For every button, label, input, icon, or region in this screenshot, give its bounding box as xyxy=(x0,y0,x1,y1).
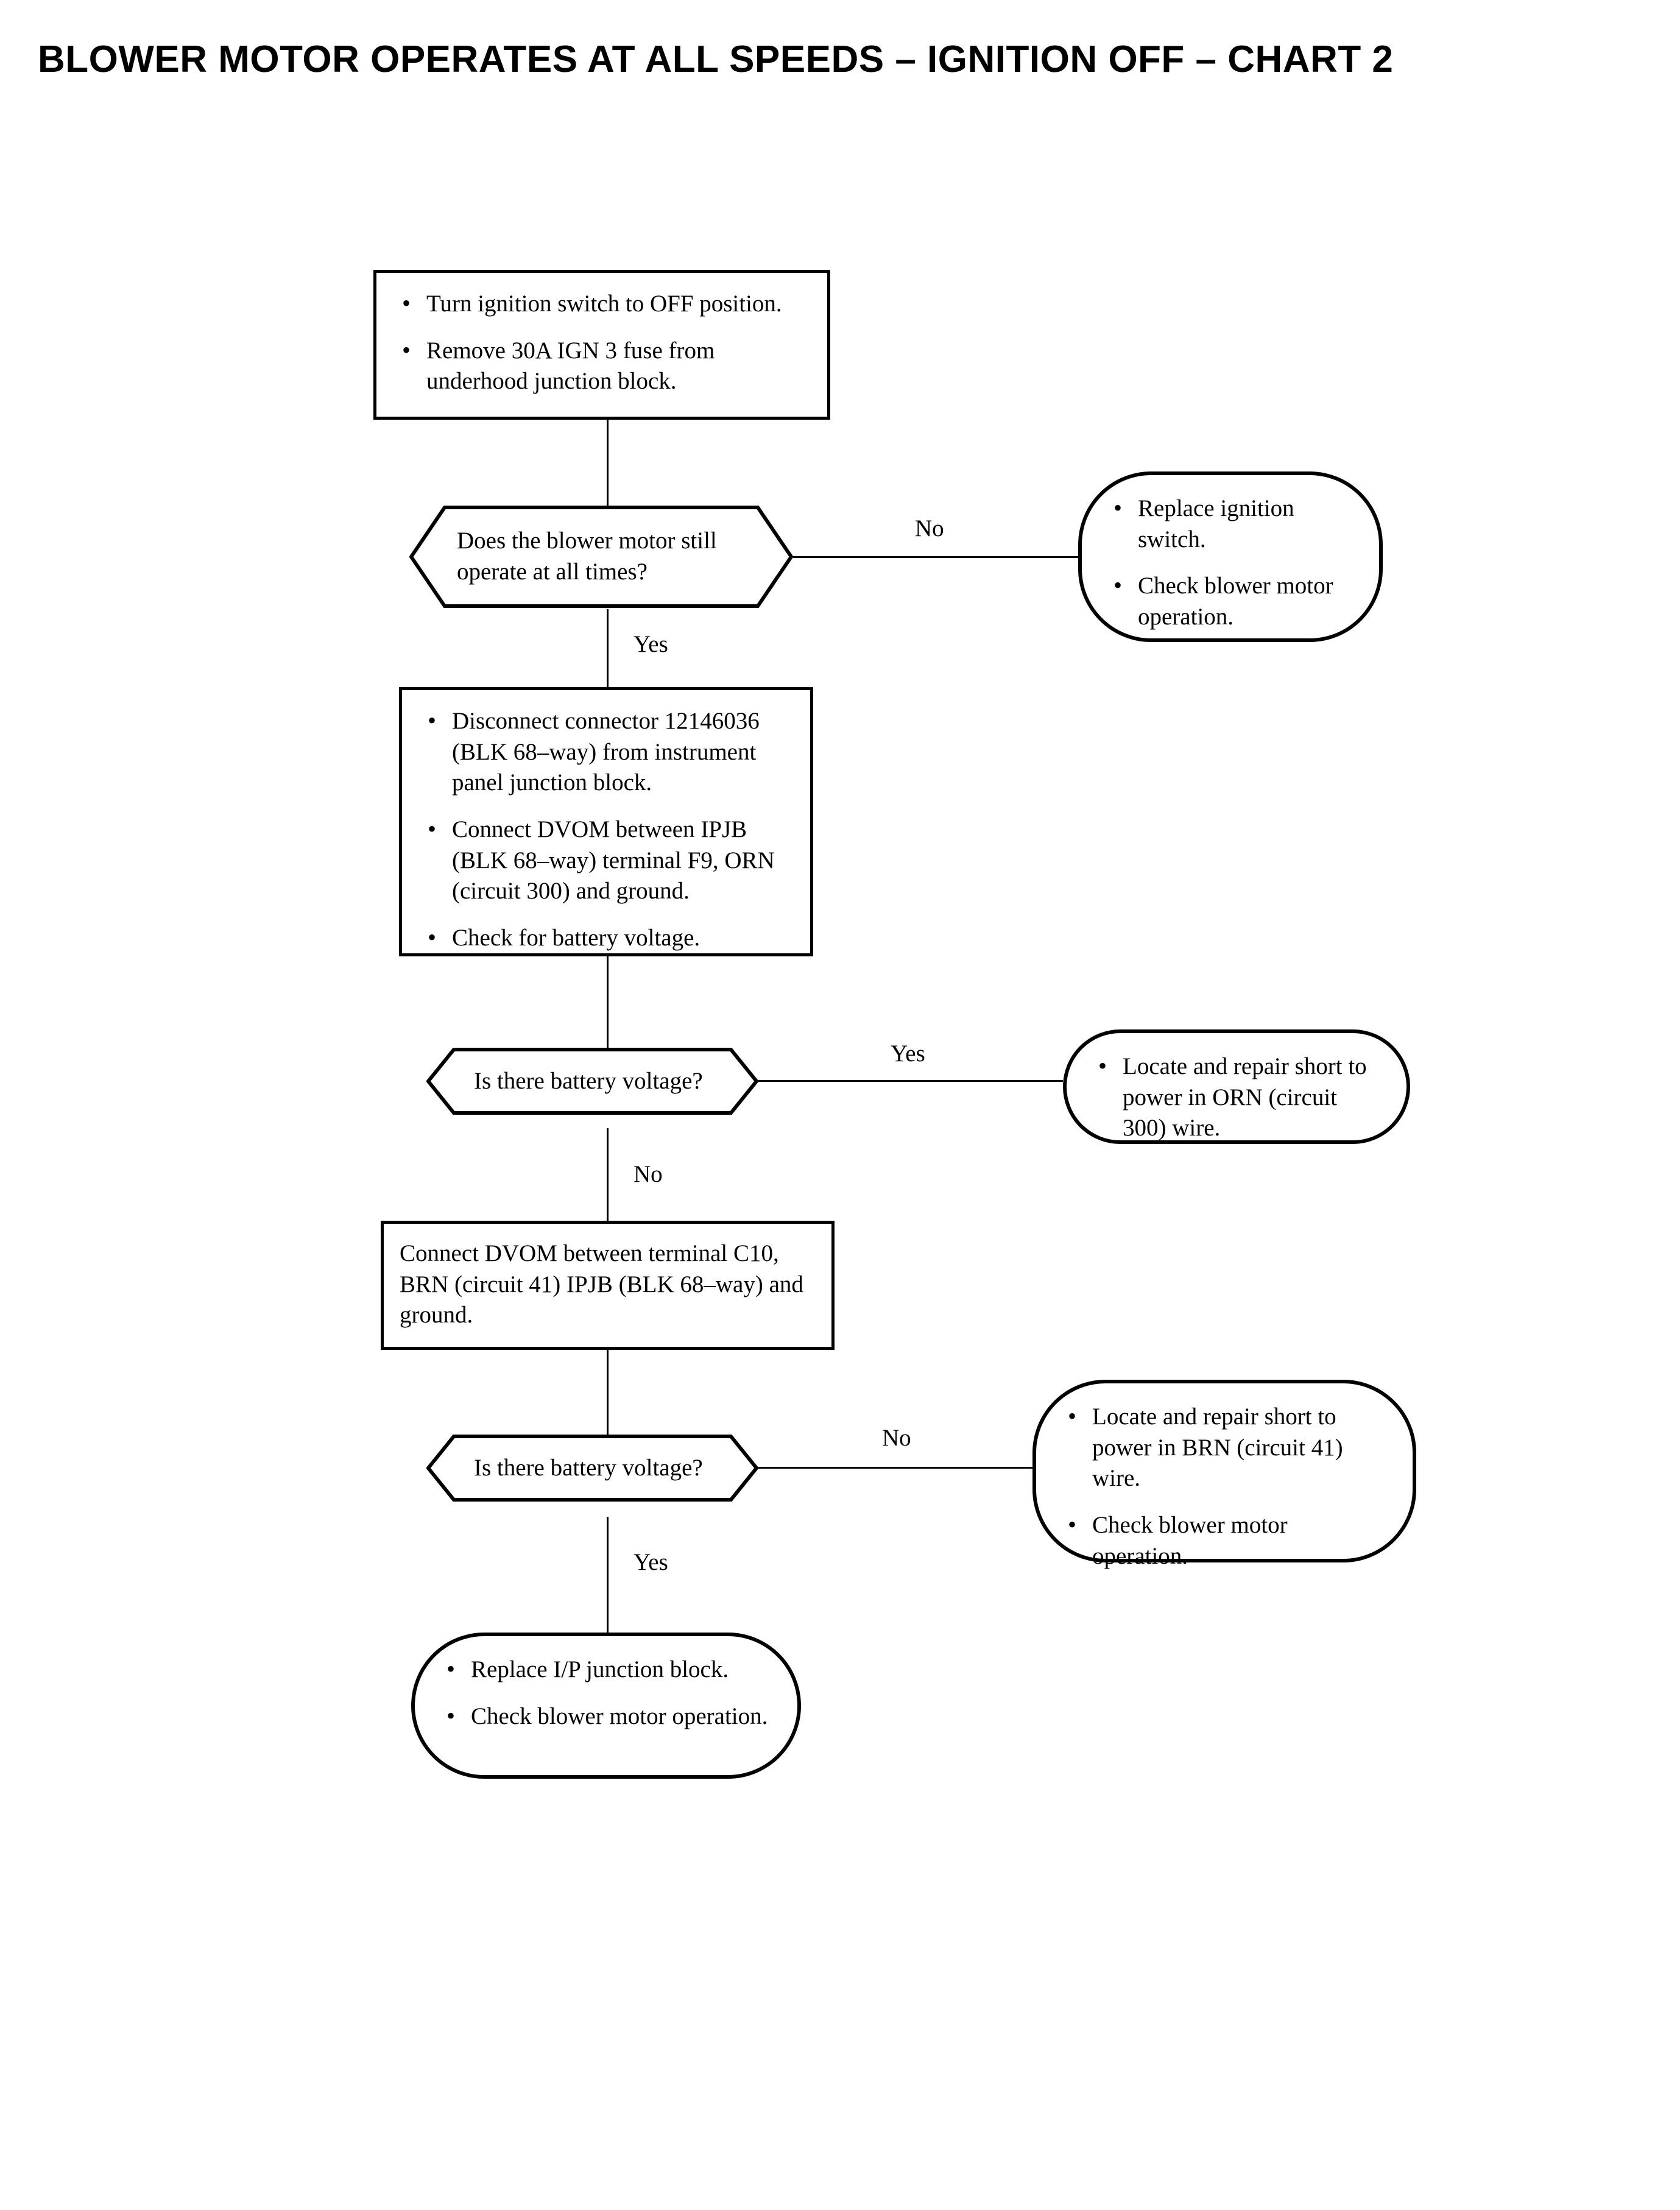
flow-node-bullet: • Remove 30A IGN 3 fuse from underhood junction block. xyxy=(395,336,809,397)
flow-node-connect-dvom-c10-brn xyxy=(381,1221,835,1350)
flow-node-text: Does the blower motor still operate at all times? xyxy=(457,528,717,585)
edge-label-n2-no: No xyxy=(909,515,950,542)
flow-node-disconnect-connector-dvom-f9 xyxy=(399,687,813,956)
flow-node-bullet: • Check for battery voltage. xyxy=(420,923,792,954)
flow-node-repair-short-brn xyxy=(1032,1380,1416,1569)
edge-label-n5-no: No xyxy=(627,1160,669,1188)
edge-n5-to-n7 xyxy=(607,1128,609,1221)
flow-node-bullet: • Replace I/P junction block. xyxy=(439,1654,773,1686)
flow-node-decision-battery-voltage-orn xyxy=(426,1048,758,1115)
page-title: BLOWER MOTOR OPERATES AT ALL SPEEDS – IGNITION OFF – CHART 2 xyxy=(38,38,1394,80)
flow-node-bullet: • Disconnect connector 12146036 (BLK 68–way) from instrument panel junction block. xyxy=(420,706,792,799)
flow-node-replace-ip-junction-block xyxy=(411,1633,801,1779)
edge-label-n8-no: No xyxy=(876,1424,917,1452)
flow-node-decision-battery-voltage-brn xyxy=(426,1435,758,1502)
edge-label-n8-yes: Yes xyxy=(627,1548,674,1576)
edge-n2-to-n3 xyxy=(792,556,1078,558)
flow-node-text: Is there battery voltage? xyxy=(474,1454,703,1481)
flow-node-replace-ignition-switch xyxy=(1078,471,1383,642)
edge-label-n2-yes: Yes xyxy=(627,630,674,658)
edge-n2-to-n4 xyxy=(607,609,609,687)
flow-node-bullet: • Locate and repair short to power in BRN (circuit 41) wire. xyxy=(1061,1402,1388,1494)
flow-node-text: Is there battery voltage? xyxy=(474,1067,703,1094)
flow-node-decision-motor-still-operates xyxy=(409,506,793,608)
edge-label-n5-yes: Yes xyxy=(884,1040,931,1067)
flow-node-bullet: • Replace ignition switch. xyxy=(1106,493,1355,555)
flow-node-turn-ignition-off xyxy=(373,270,830,420)
edge-n8-to-n9 xyxy=(758,1467,1032,1469)
flow-node-bullet: • Check blower motor operation. xyxy=(1106,571,1355,632)
flow-node-bullet: • Locate and repair short to power in ORN (circuit 300) wire. xyxy=(1091,1051,1382,1144)
flow-node-bullet: • Check blower motor operation. xyxy=(1061,1510,1388,1572)
flow-node-repair-short-orn xyxy=(1063,1029,1410,1144)
edge-n5-to-n6 xyxy=(758,1080,1063,1082)
flow-node-bullet: • Turn ignition switch to OFF position. xyxy=(395,289,809,320)
flow-node-text: Connect DVOM between terminal C10, BRN (circuit 41) IPJB (BLK 68–way) and ground. xyxy=(400,1240,803,1329)
flow-node-bullet: • Check blower motor operation. xyxy=(439,1701,773,1732)
edge-n8-to-n10 xyxy=(607,1517,609,1633)
flow-node-bullet: • Connect DVOM between IPJB (BLK 68–way) terminal F9, ORN (circuit 300) and ground. xyxy=(420,814,792,907)
